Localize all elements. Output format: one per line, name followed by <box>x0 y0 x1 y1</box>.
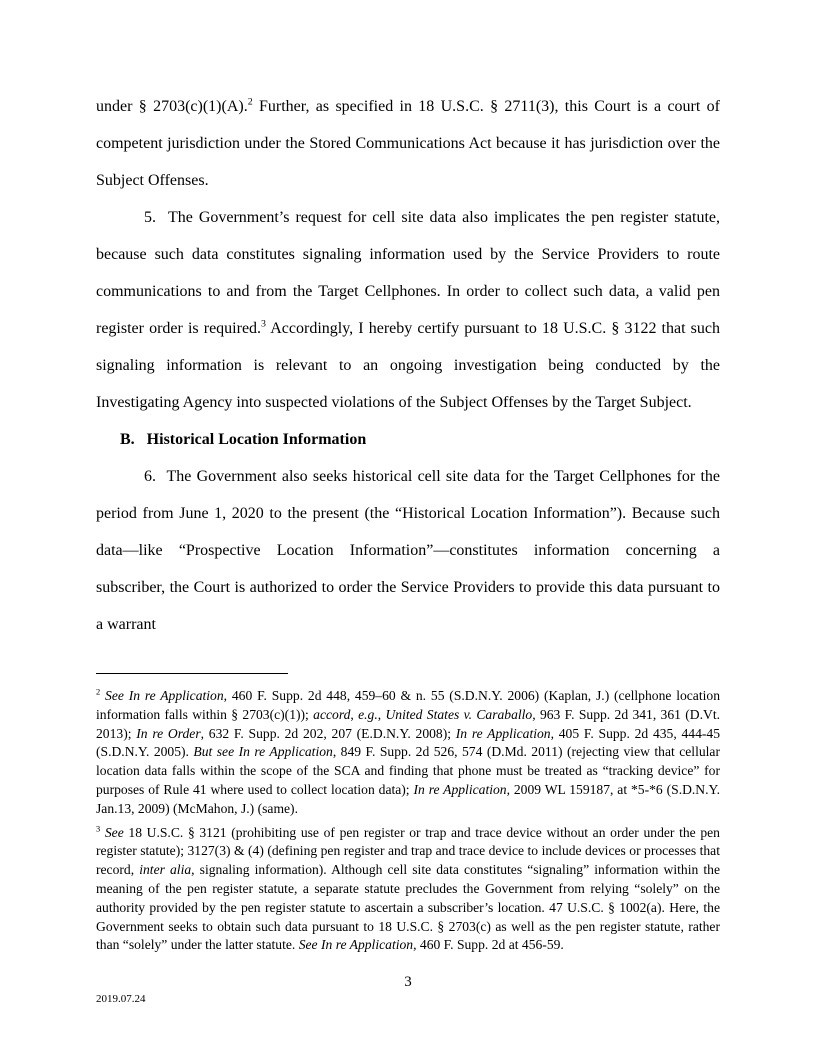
footer-date: 2019.07.24 <box>96 993 146 1005</box>
footnote-2: $^2$ See In re Application, 460 F. Supp. 2d 448, 459–60 & n. 55 (S.D.N.Y. 2006) (Kaplan, J.) (cellphone location information falls within § 2703(c)(1)); accord, e.g., United States v. Caraballo, 963 F. Supp. 2d 341, 361 (D.Vt. 2013); In re Order, 632 F. Supp. 2d 202, 207 (E.D.N.Y. 2008); In re Application, 405 F. Supp. 2d 435, 444-45 (S.D.N.Y. 2005). But see In re Application, 849 F. Supp. 2d 526, 574 (D.Md. 2011) (rejecting view that cellular location data falls within the scope of the SCA and finding that phone must be treated as “tracking device” for purposes of Rule 41 where used to collect location data); In re Application, 2009 WL 159187, at *5-*6 (S.D.N.Y. Jan.13, 2009) (McMahon, J.) (same). <box>96 686 721 816</box>
footnote-separator-rule <box>96 673 288 674</box>
document-body <box>96 88 720 643</box>
footnote-3: $^3$ See 18 U.S.C. § 3121 (prohibiting use of pen register or trap and trace device without an order under the pen register statute); 3127(3) & (4) (defining pen register and trap and trace device to include devices or processes that record, inter alia, signaling information). Although cell site data constitutes “signaling” information within the meaning of the pen register statute, a separate statute precludes the Government from relying “solely” on the authority provided by the pen register statute to ascertain a subscriber’s location. 47 U.S.C. § 1002(a). Here, the Government seeks to obtain such data pursuant to 18 U.S.C. § 2703(c) as well as the pen register statute, rather than “solely” under the latter statute. See In re Application, 460 F. Supp. 2d at 456-59. <box>96 823 720 953</box>
body-paragraph-5: 5. The Government’s request for cell site data also implicates the pen register statute, because such data constitutes signaling information used by the Service Providers to route communications to and from the Target Cellphones. In order to collect such data, a valid pen register order is required.$^3$ Accordingly, I hereby certify pursuant to 18 U.S.C. § 3122 that such signaling information is relevant to an ongoing investigation being conducted by the Investigating Agency into suspected violations of the Subject Offenses by the Target Subject. <box>96 209 720 411</box>
section-heading-historical-location: B. Historical Location Information <box>120 431 367 448</box>
footnote-section <box>96 673 720 955</box>
page-number: 3 <box>404 974 412 990</box>
body-paragraph-6: 6. The Government also seeks historical cell site data for the Target Cellphones for the period from June 1, 2020 to the present (the “Historical Location Information”). Because such data—like “Prospective Location Information”—constitutes information concerning a subscriber, the Court is authorized to order the Service Providers to provide this data pursuant to a warrant <box>96 468 720 633</box>
body-paragraph-continuation: under § 2703(c)(1)(A).$^2$ Further, as specified in 18 U.S.C. § 2711(3), this Court is a court of competent jurisdiction under the Stored Communications Act because it has jurisdiction over the Subject Offenses. <box>96 96 720 189</box>
